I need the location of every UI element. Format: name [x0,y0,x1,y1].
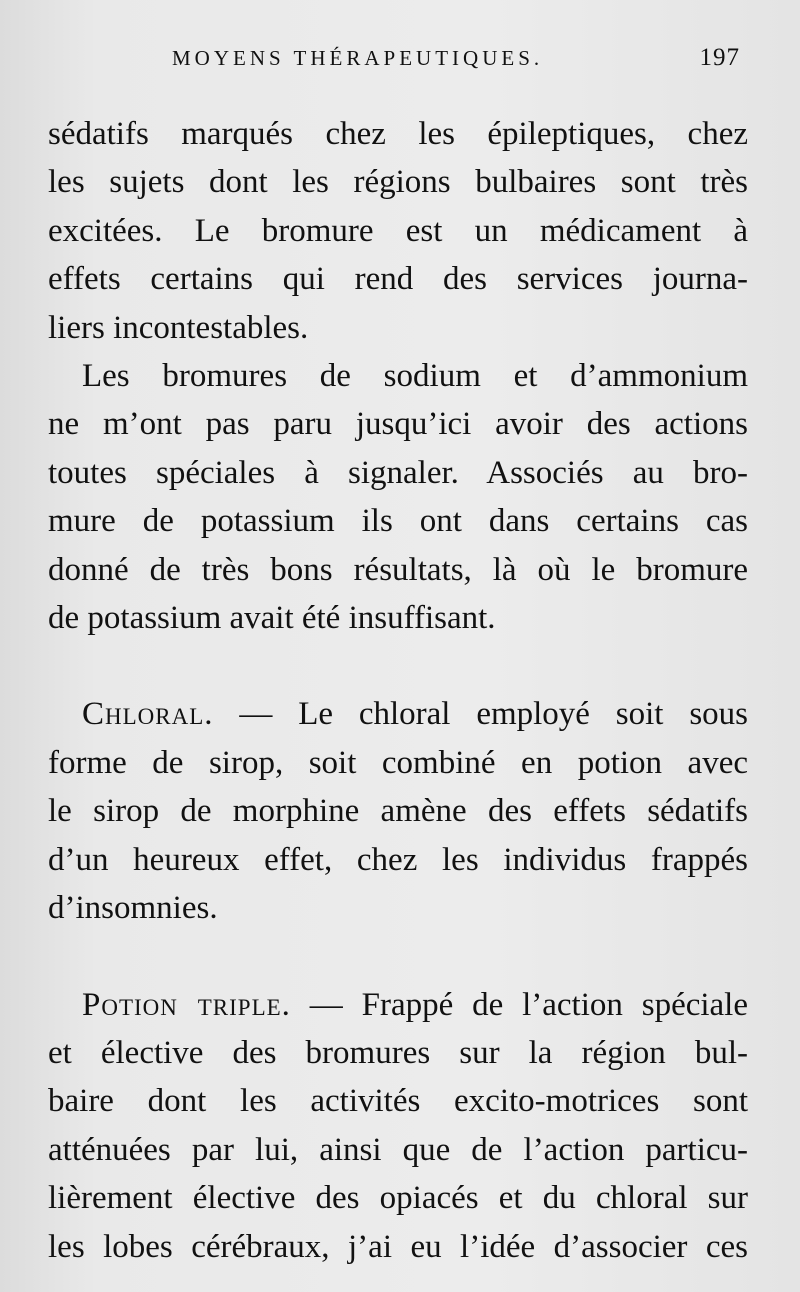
section-gap [48,642,748,690]
text-line: Les bromures de sodium et d’ammonium [82,358,748,395]
text-line: atténuées par lui, ainsi que de l’action particu- [48,1131,748,1168]
text-line: excitées. Le bromure est un médicament à [48,212,748,249]
paragraph-bromures [48,352,748,642]
running-title: MOYENS THÉRAPEUTIQUES. [172,46,544,70]
text-line: lièrement élective des opiacés et du chloral sur [48,1180,748,1217]
paragraph-continuation [48,110,748,352]
text-line: les lobes cérébraux, j’ai eu l’idée d’associer ces [48,1228,748,1265]
text-line: de potassium avait été insuffisant. [48,600,496,637]
section-heading-potion-triple: Potion triple. [82,986,291,1023]
text-line [48,981,748,1029]
text-line: mure de potassium ils ont dans certains cas [48,503,748,540]
text-line: toutes spéciales à signaler. Associés au bro- [48,454,748,491]
text-line: et élective des bromures sur la région bul- [48,1034,748,1071]
text-line: effets certains qui rend des services journa- [48,261,748,298]
text-line: baire dont les activités excito-motrices sont [48,1083,748,1120]
text-run: — Le chloral employé soit sous [213,696,748,733]
text-line: d’un heureux effet, chez les individus frappés [48,841,748,878]
text-line: d’insomnies. [48,890,218,927]
text-line: sédatifs marqués chez les épileptiques, chez [48,116,748,152]
page-body [48,110,748,1271]
text-line: les sujets dont les régions bulbaires sont très [48,164,748,201]
paragraph-potion-triple [48,981,748,1271]
text-line: ne m’ont pas paru jusqu’ici avoir des actions [48,406,748,443]
section-heading-chloral: Chloral. [82,696,214,733]
page-header [0,42,800,78]
text-line: donné de très bons résultats, là où le bromure [48,551,748,588]
text-line: le sirop de morphine amène des effets sédatifs [48,793,748,830]
text-run: — Frappé de l’action spéciale [290,986,748,1023]
paragraph-chloral [48,690,748,932]
text-line: liers incontestables. [48,309,309,346]
section-gap [48,933,748,981]
page-number: 197 [699,44,740,71]
text-line: forme de sirop, soit combiné en potion avec [48,744,748,781]
text-line [48,690,748,738]
